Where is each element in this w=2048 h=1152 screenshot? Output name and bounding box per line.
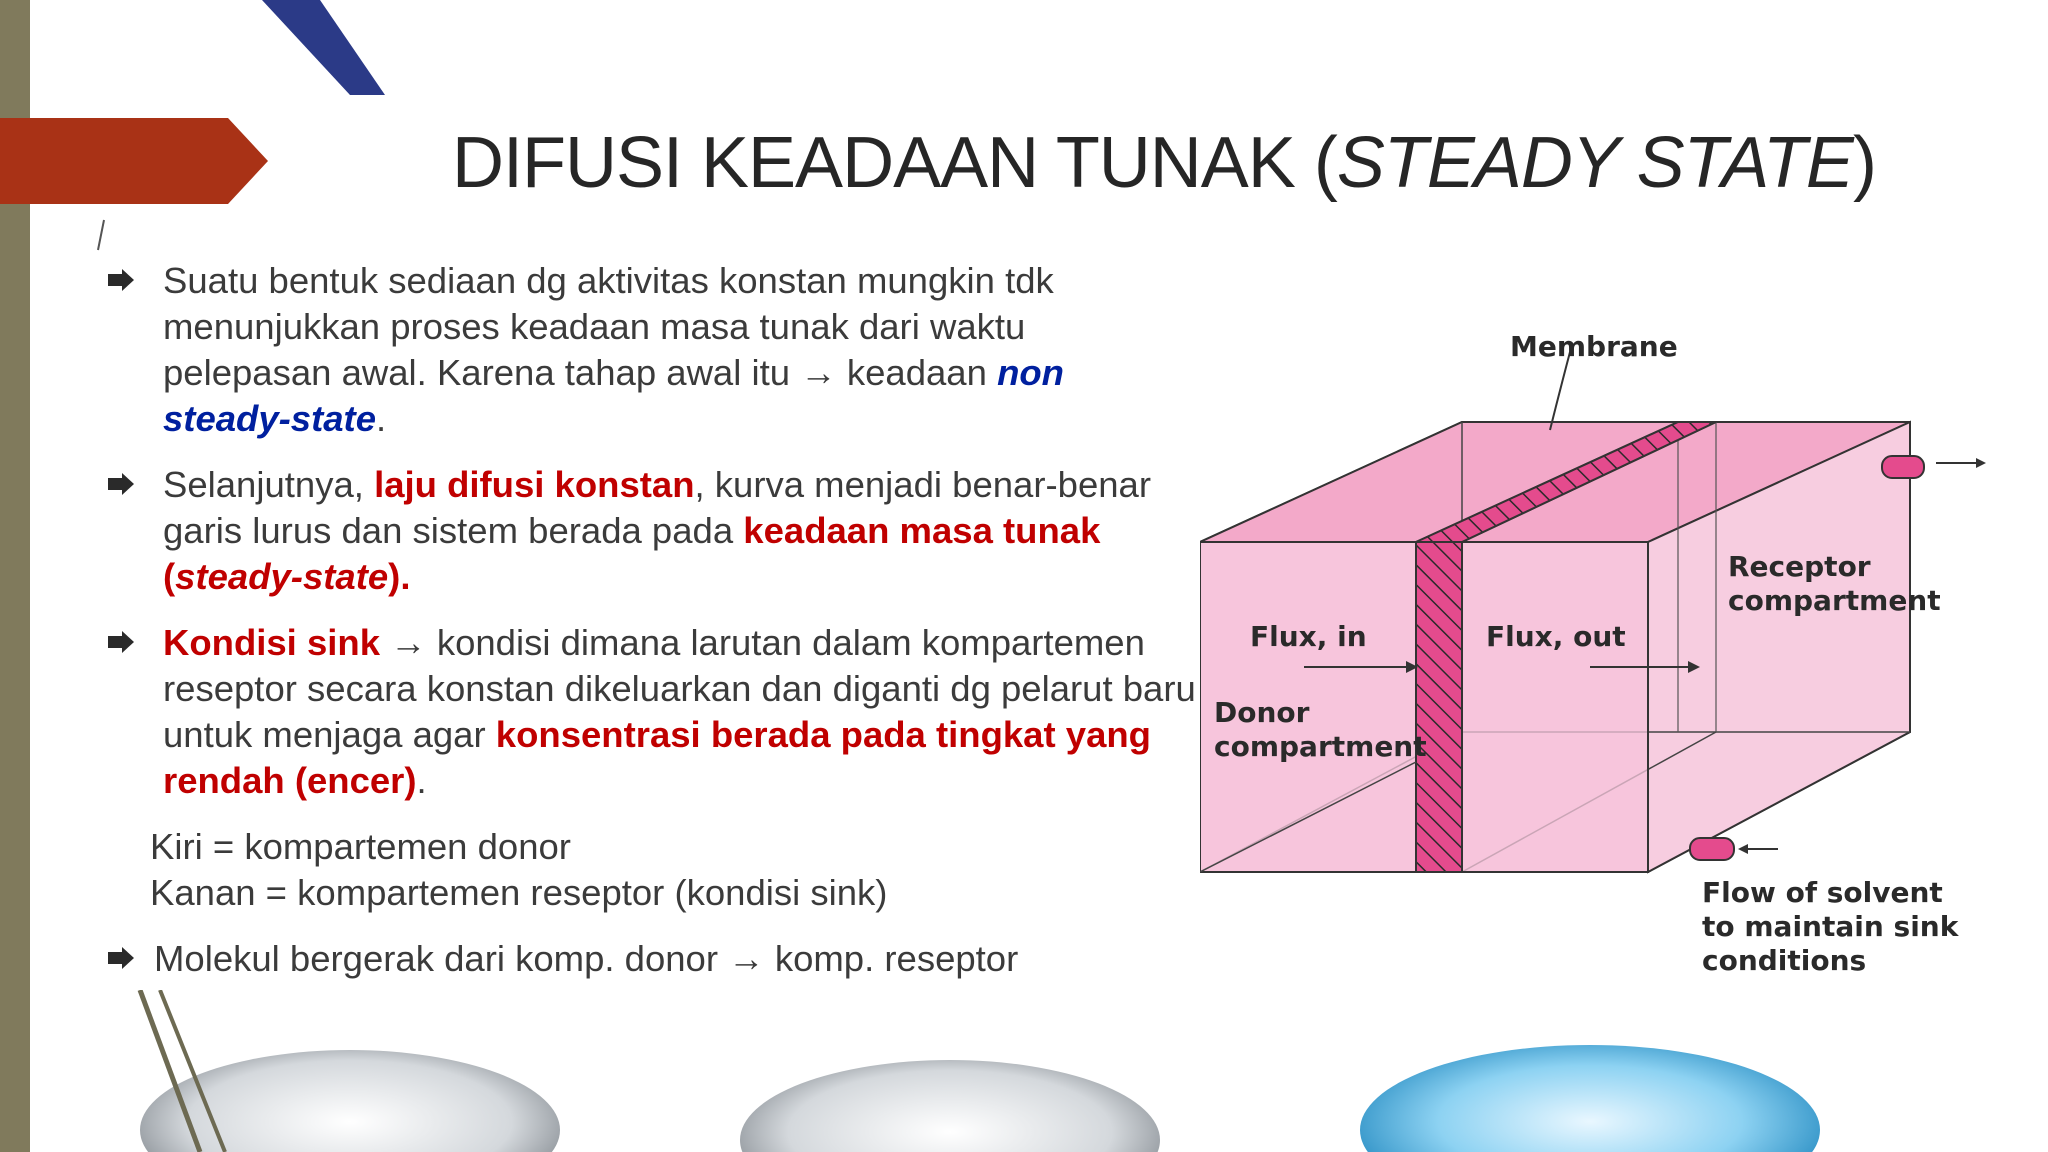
- arrow-icon: →: [390, 622, 427, 663]
- emphasis-text: laju difusi konstan: [374, 464, 695, 505]
- bullet-text: , kurva menjadi benar-benar garis lurus dan sistem berada pada: [163, 464, 1151, 551]
- note-line: Kanan = kompartemen reseptor (kondisi sink): [150, 872, 888, 913]
- arrow-icon: →: [800, 352, 837, 393]
- label-donor-compartment: compartment: [1214, 730, 1427, 763]
- title-close: ): [1852, 123, 1876, 203]
- arrow-bullet-icon: [108, 269, 134, 291]
- emphasis-text: Kondisi sink: [163, 622, 381, 663]
- label-flux-in: Flux, in: [1250, 620, 1367, 653]
- page-title: [452, 118, 2012, 208]
- diffusion-cell-diagram: [1200, 330, 2000, 990]
- label-solvent-flow: to maintain sink: [1702, 910, 1959, 943]
- bullet-item: [108, 258, 1198, 442]
- label-donor: Donor: [1214, 696, 1310, 729]
- arrow-bullet-icon: [108, 631, 134, 653]
- bullet-item: [108, 936, 1198, 982]
- bullet-text: .: [376, 398, 387, 439]
- arrow-icon: →: [728, 938, 765, 979]
- bullet-text: Molekul bergerak dari komp. donor: [154, 938, 719, 979]
- background-beakers-decoration: [30, 990, 2048, 1152]
- title-text: DIFUSI KEADAAN TUNAK (: [452, 123, 1337, 203]
- emphasis-text: ).: [388, 556, 411, 597]
- bullet-text: Selanjutnya,: [163, 464, 364, 505]
- content-body: [108, 258, 1198, 1002]
- emphasis-text: keadaan masa tunak: [743, 510, 1101, 551]
- bullet-text: Suatu bentuk sediaan dg aktivitas konstan mungkin tdk menunjukkan proses keadaan masa tunak dari waktu pelepasan awal. Karena tahap awal itu: [163, 260, 1054, 393]
- note-line: Kiri = kompartemen donor: [150, 826, 571, 867]
- label-receptor-compartment: compartment: [1728, 584, 1941, 617]
- emphasis-text: steady-state: [175, 556, 389, 597]
- bullet-item: [108, 620, 1198, 804]
- label-flux-out: Flux, out: [1486, 620, 1626, 653]
- bullet-item: [108, 462, 1198, 600]
- label-solvent-flow: Flow of solvent: [1702, 876, 1943, 909]
- emphasis-text: konsentrasi berada pada tingkat yang rendah (encer): [163, 714, 1151, 801]
- label-membrane: Membrane: [1510, 330, 1678, 363]
- label-receptor: Receptor: [1728, 550, 1871, 583]
- bullet-text: komp. reseptor: [774, 938, 1019, 979]
- title-accent-arrow: [0, 118, 272, 204]
- notes: [108, 824, 1198, 916]
- emphasis-text: non steady-state: [163, 352, 1064, 439]
- emphasis-text: (: [163, 556, 176, 597]
- label-solvent-flow: conditions: [1702, 944, 1867, 977]
- bullet-text: .: [416, 760, 427, 801]
- title-italic: STEADY STATE: [1336, 123, 1853, 203]
- bullet-text: kondisi dimana larutan dalam kompartemen reseptor secara konstan dikeluarkan dan diganti dg pelarut baru untuk menjaga agar: [163, 622, 1196, 755]
- arrow-bullet-icon: [108, 473, 134, 495]
- arrow-bullet-icon: [108, 947, 134, 969]
- bullet-text: keadaan: [846, 352, 987, 393]
